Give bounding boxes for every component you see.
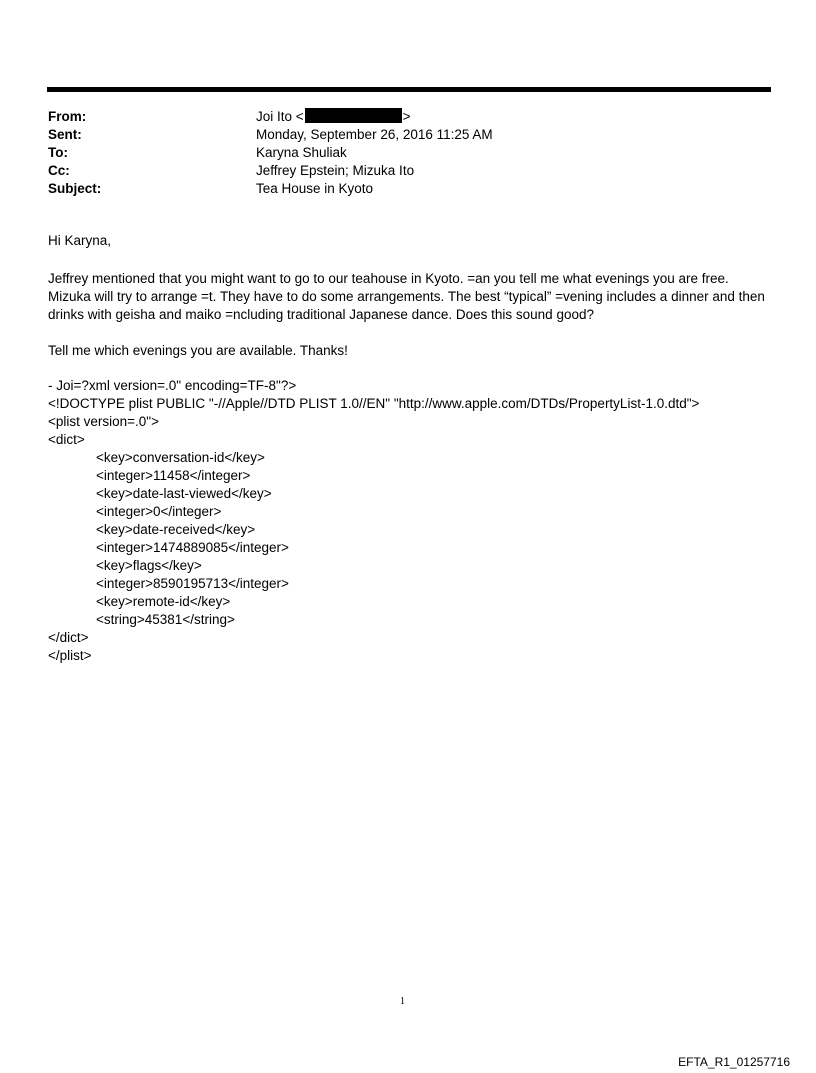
- plist-line: <key>remote-id</key>: [96, 594, 231, 609]
- signature-line: - Joi=?xml version=.0" encoding=TF-8"?>: [48, 378, 297, 393]
- document-id: EFTA_R1_01257716: [678, 1055, 790, 1069]
- plist-line: <integer>8590195713</integer>: [96, 576, 289, 591]
- cc-label: Cc:: [48, 163, 70, 178]
- paragraph-2: Tell me which evenings you are available. Thanks!: [48, 343, 348, 358]
- paragraph-1-line-2: Mizuka will try to arrange =t. They have to do some arrangements. The best “typical” =vening includes a dinner and then: [48, 289, 765, 304]
- plist-doctype: <!DOCTYPE plist PUBLIC "-//Apple//DTD PLIST 1.0//EN" "http://www.apple.com/DTDs/PropertyList-1.0.dtd">: [48, 396, 700, 411]
- sent-label: Sent:: [48, 127, 82, 142]
- plist-close: </plist>: [48, 648, 92, 663]
- to-value: Karyna Shuliak: [256, 145, 347, 160]
- from-label: From:: [48, 109, 87, 124]
- paragraph-1-line-1: Jeffrey mentioned that you might want to go to our teahouse in Kyoto. =an you tell me what evenings you are free.: [48, 271, 729, 286]
- greeting: Hi Karyna,: [48, 233, 112, 248]
- to-label: To:: [48, 145, 68, 160]
- header-rule: [47, 87, 771, 92]
- subject-value: Tea House in Kyoto: [256, 181, 374, 196]
- plist-line: <key>flags</key>: [96, 558, 202, 573]
- from-close: >: [402, 109, 411, 124]
- plist-line: <key>date-received</key>: [96, 522, 256, 537]
- plist-line: <key>date-last-viewed</key>: [96, 486, 272, 501]
- plist-line: <integer>0</integer>: [96, 504, 222, 519]
- from-value: [256, 108, 756, 126]
- cc-value: Jeffrey Epstein; Mizuka Ito: [256, 163, 415, 178]
- from-name: Joi Ito <: [256, 109, 304, 124]
- plist-open: <plist version=.0">: [48, 414, 159, 429]
- sent-value: Monday, September 26, 2016 11:25 AM: [256, 127, 493, 142]
- paragraph-1-line-3: drinks with geisha and maiko =ncluding traditional Japanese dance. Does this sound good?: [48, 307, 594, 322]
- page-number: 1: [400, 996, 405, 1007]
- plist-line: <integer>1474889085</integer>: [96, 540, 289, 555]
- plist-line: <string>45381</string>: [96, 612, 235, 627]
- subject-label: Subject:: [48, 181, 102, 196]
- paragraph-1: [48, 270, 788, 324]
- dict-close: </dict>: [48, 630, 89, 645]
- plist-line: <integer>11458</integer>: [96, 468, 251, 483]
- redaction-box: [305, 108, 402, 123]
- plist-block: [48, 377, 788, 665]
- dict-open: <dict>: [48, 432, 85, 447]
- plist-line: <key>conversation-id</key>: [96, 450, 265, 465]
